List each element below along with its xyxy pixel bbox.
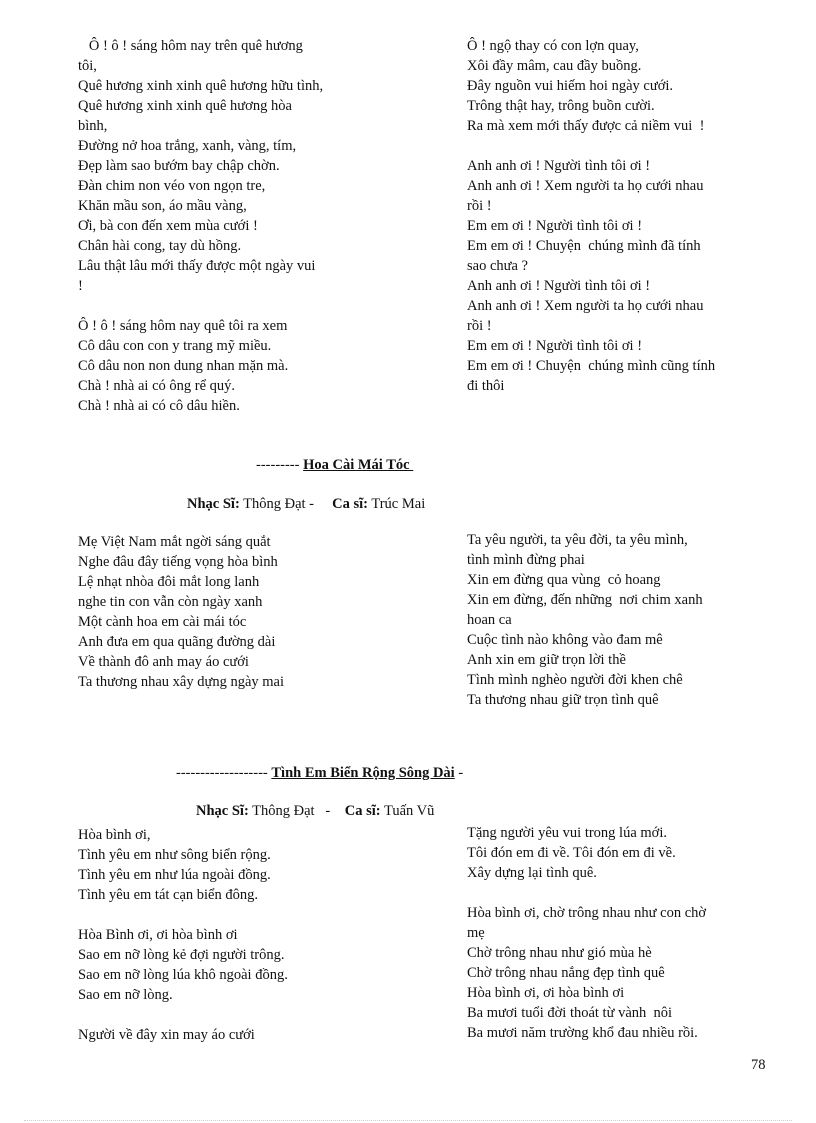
section2-right-lyrics: Ta yêu người, ta yêu đời, ta yêu mình, tình mình đừng phai Xin em đừng qua vùng cỏ hoang Xin em đừng, đến những nơi chim xanh hoan ca Cuộc tình nào không vào đam mê Anh xin em giữ trọn lời thề Tình mình nghèo người đời khen chê Ta thương nhau giữ trọn tình quê [467, 532, 703, 708]
song-title-text: Hoa Cài Mái Tóc [303, 457, 414, 473]
title-dash-prefix: --------- [256, 457, 304, 473]
section3-left-lyrics: Hòa bình ơi, Tình yêu em như sông biển rộng. Tình yêu em như lúa ngoài đồng. Tình yêu em tát cạn biển đông. Hòa Bình ơi, ơi hòa bình ơi Sao em nỡ lòng kẻ đợi người trông. Sao em nỡ lòng lúa khô ngoài đồng. Sao em nỡ lòng. Người về đây xin may áo cưới [78, 827, 288, 1043]
composer-name: Thông Đạt - [248, 803, 345, 819]
title-dash-prefix: ------------------- [176, 765, 272, 781]
section1-left-lyrics: Ô ! ô ! sáng hôm nay trên quê hương tôi, Quê hương xinh xinh quê hương hữu tình, Quê hương xinh xinh quê hương hòa bình, Đường nở hoa trắng, xanh, vàng, tím, Đẹp làm sao bướm bay chập chờn. Đàn chim non véo von ngọn tre, Khăn mầu son, áo mầu vàng, Ơi, bà con đến xem mùa cưới ! Chân hài cong, tay dù hồng. Lâu thật lâu mới thấy được một ngày vui ! Ô ! ô ! sáng hôm nay quê tôi ra xem Cô dâu con con y trang mỹ miều. Cô dâu non non dung nhan mặn mà. Chà ! nhà ai có ông rể quý. Chà ! nhà ai có cô dâu hiền. [78, 38, 324, 414]
song-title-tinh-em-bien-rong-song-dai [176, 765, 463, 782]
singer-name: Trúc Mai [368, 496, 426, 512]
singer-label: Ca sĩ: [332, 496, 369, 512]
song-title-hoa-cai-mai-toc [256, 457, 413, 474]
composer-label: Nhạc Sĩ: [196, 803, 249, 819]
page-bottom-divider [24, 1120, 792, 1121]
page-number: 78 [751, 1057, 766, 1073]
song-credits-hoa-cai-mai-toc [187, 496, 425, 513]
title-dash-suffix: - [454, 765, 464, 781]
section2-left-lyrics: Mẹ Việt Nam mắt ngời sáng quắt Nghe đâu đây tiếng vọng hòa bình Lệ nhạt nhòa đôi mắt long lanh nghe tin con vẫn còn ngày xanh Một cành hoa em cài mái tóc Anh đưa em qua quãng đường dài Về thành đô anh may áo cưới Ta thương nhau xây dựng ngày mai [78, 534, 284, 690]
section3-right-lyrics: Tặng người yêu vui trong lúa mới. Tôi đón em đi về. Tôi đón em đi về. Xây dựng lại tình quê. Hòa bình ơi, chờ trông nhau như con chờ mẹ Chờ trông nhau như gió mùa hè Chờ trông nhau nắng đẹp tình quê Hòa bình ơi, ơi hòa bình ơi Ba mươi tuổi đời thoát từ vành nôi Ba mươi năm trường khổ đau nhiều rồi. [467, 825, 707, 1041]
composer-name: Thông Đạt - [239, 496, 333, 512]
section1-right-lyrics: Ô ! ngộ thay có con lợn quay, Xôi đầy mâm, cau đầy buồng. Đây nguồn vui hiếm hoi ngày cưới. Trông thật hay, trông buồn cười. Ra mà xem mới thấy được cả niềm vui ! Anh anh ơi ! Người tình tôi ơi ! Anh anh ơi ! Xem người ta họ cưới nhau rồi ! Em em ơi ! Người tình tôi ơi ! Em em ơi ! Chuyện chúng mình đã tính sao chưa ? Anh anh ơi ! Người tình tôi ơi ! Anh anh ơi ! Xem người ta họ cưới nhau rồi ! Em em ơi ! Người tình tôi ơi ! Em em ơi ! Chuyện chúng mình cũng tính đi thôi [467, 38, 716, 394]
singer-name: Tuấn Vũ [380, 803, 435, 819]
singer-label: Ca sĩ: [344, 803, 381, 819]
composer-label: Nhạc Sĩ: [187, 496, 240, 512]
song-credits-tinh-em-bien-rong-song-dai [196, 803, 434, 820]
song-title-text: Tình Em Biển Rộng Sông Dài [271, 765, 455, 781]
